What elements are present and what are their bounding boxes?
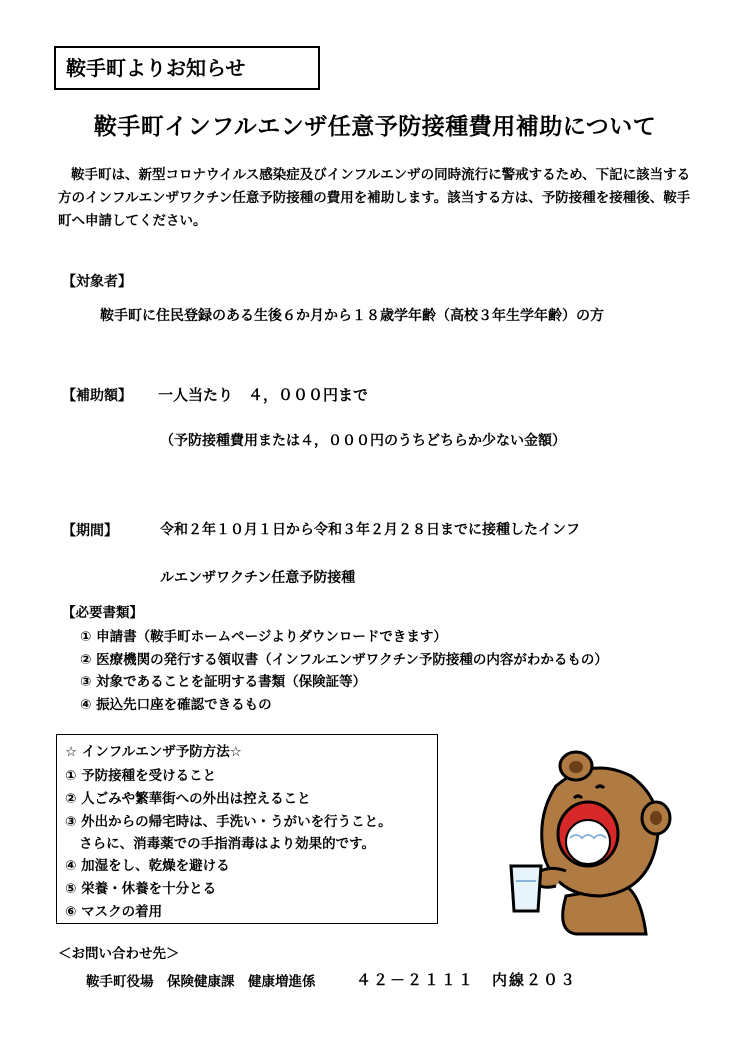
period-line-2: ルエンザワクチン任意予防接種 <box>160 570 356 586</box>
prevention-item: ⑤ 栄養・休養を十分とる <box>65 881 217 897</box>
bear-illustration <box>496 746 676 936</box>
period-line-1: 令和２年１０月１日から令和３年２月２８日までに接種したインフ <box>160 522 580 538</box>
documents-label: 【必要書類】 <box>62 605 143 621</box>
document-item: ④ 振込先口座を確認できるもの <box>80 697 272 713</box>
document-item: ② 医療機関の発行する領収書（インフルエンザワクチン予防接種の内容がわかるもの） <box>80 652 608 668</box>
prevention-item: ① 予防接種を受けること <box>65 768 217 784</box>
subsidy-note: （予防接種費用または４，０００円のうちどちらか少ない金額） <box>160 433 566 449</box>
subsidy-amount: 一人当たり ４，０００円まで <box>158 386 369 404</box>
prevention-item: ③ 外出からの帰宅時は、手洗い・うがいを行うこと。 <box>65 814 392 830</box>
contact-phone: ４２－２１１１ 内線２０３ <box>356 971 578 989</box>
document-item: ③ 対象であることを証明する書類（保険証等） <box>80 674 367 690</box>
notice-label: 鞍手町よりお知らせ <box>54 46 320 90</box>
document-item: ① 申請書（鞍手町ホームページよりダウンロードできます） <box>80 629 447 645</box>
intro-paragraph: 鞍手町は、新型コロナウイルス感染症及びインフルエンザの同時流行に警戒するため、下記に該当する方のインフルエンザワクチン任意予防接種の費用を補助します。該当する方は、予防接種を接種後、鞍手町へ申請してください。 <box>58 167 691 229</box>
target-text: 鞍手町に住民登録のある生後６か月から１８歳学年齢（高校３年生学年齢）の方 <box>100 308 604 324</box>
bear-gargling-icon <box>496 746 676 936</box>
contact-label: ＜お問い合わせ先＞ <box>58 946 180 962</box>
target-label: 【対象者】 <box>62 274 132 290</box>
prevention-item: ④ 加湿をし、乾燥を避ける <box>65 858 230 874</box>
prevention-box <box>56 734 438 924</box>
contact-office: 鞍手町役場 保険健康課 健康増進係 <box>86 974 316 990</box>
prevention-item: さらに、消毒薬での手指消毒はより効果的です。 <box>65 836 376 852</box>
prevention-item: ② 人ごみや繁華街への外出は控えること <box>65 791 311 807</box>
prevention-item: ⑥ マスクの着用 <box>65 904 163 920</box>
subsidy-label: 【補助額】 <box>62 388 132 404</box>
page-title: 鞍手町インフルエンザ任意予防接種費用補助について <box>93 114 657 140</box>
prevention-heading: ☆ インフルエンザ予防方法☆ <box>65 744 242 760</box>
period-label: 【期間】 <box>62 523 118 539</box>
